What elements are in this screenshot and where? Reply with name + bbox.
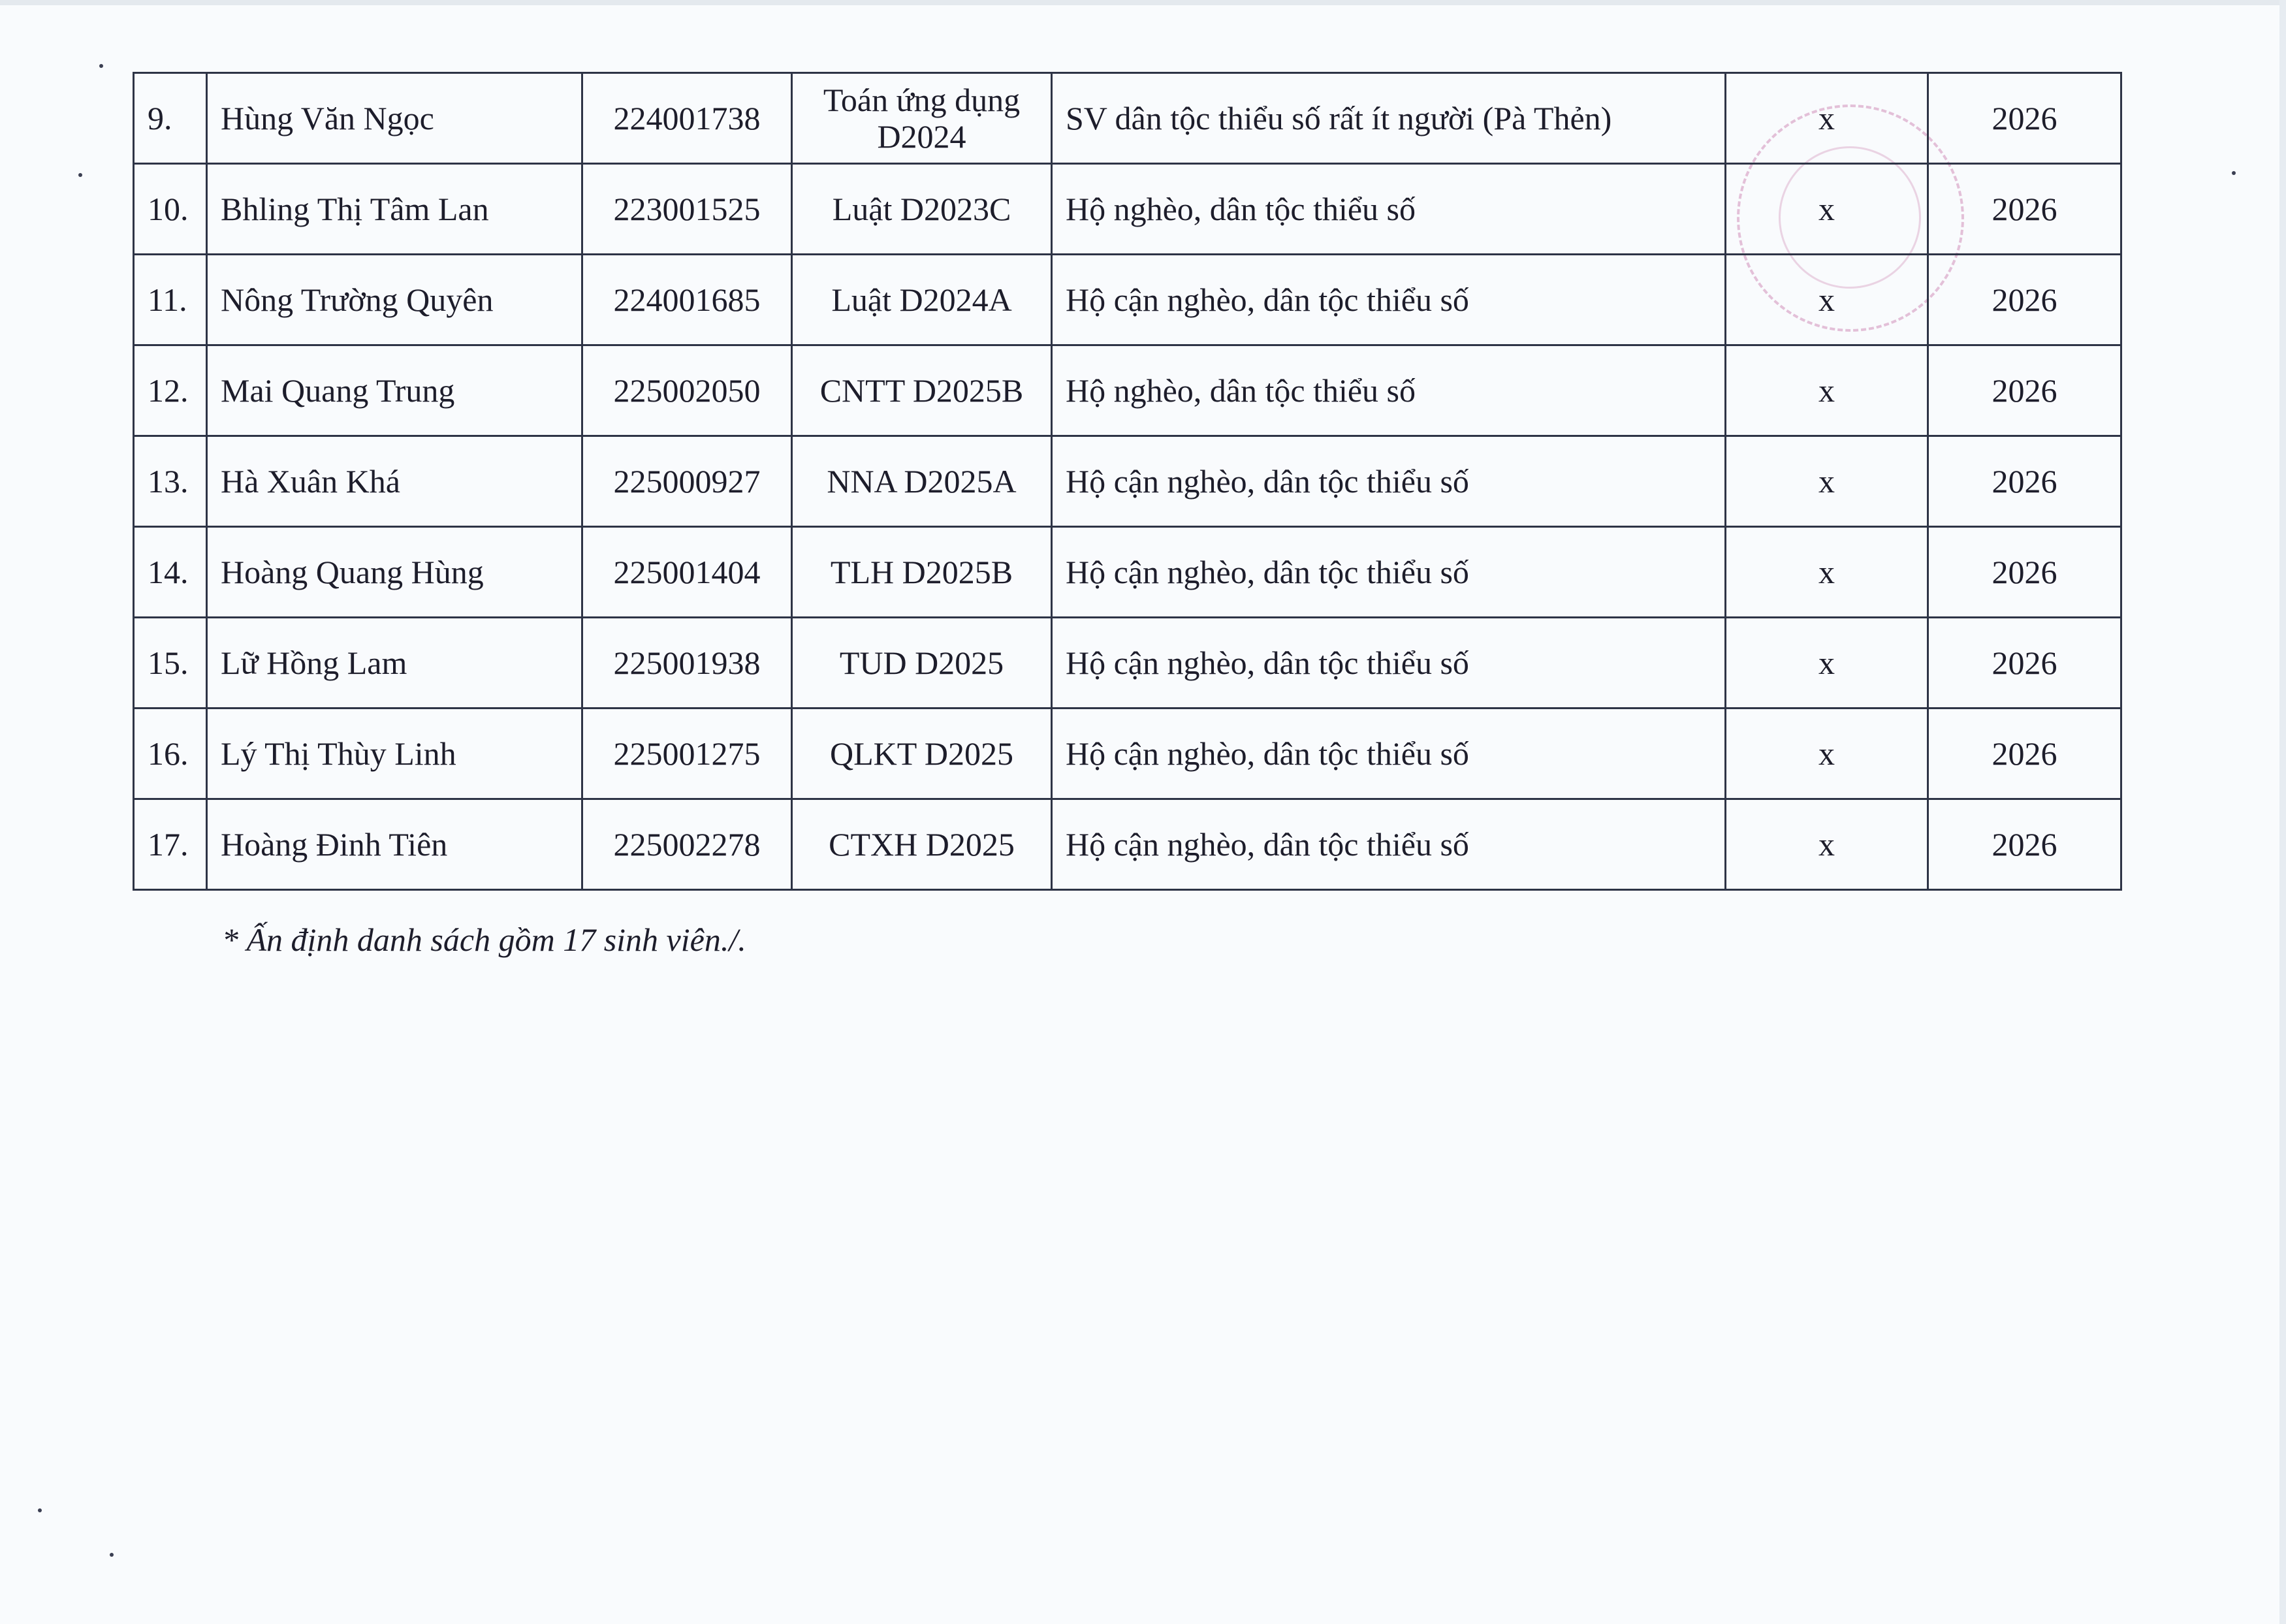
- student-name-cell: Hoàng Quang Hùng: [207, 527, 582, 618]
- table-row: [134, 255, 2121, 345]
- eligibility-mark-cell: x: [1726, 527, 1928, 618]
- row-number-cell: 12.: [134, 345, 207, 436]
- student-name-cell: Hà Xuân Khá: [207, 436, 582, 527]
- row-number-cell: 10.: [134, 164, 207, 255]
- student-id-cell: 225002278: [582, 799, 792, 890]
- table-row: [134, 436, 2121, 527]
- support-category-cell: Hộ cận nghèo, dân tộc thiểu số: [1052, 618, 1726, 709]
- eligibility-mark-cell: x: [1726, 255, 1928, 345]
- row-number-cell: 13.: [134, 436, 207, 527]
- class-name-cell: CTXH D2025: [792, 799, 1052, 890]
- eligibility-mark-cell: x: [1726, 73, 1928, 164]
- support-category-cell: Hộ nghèo, dân tộc thiểu số: [1052, 345, 1726, 436]
- class-name-cell: QLKT D2025: [792, 709, 1052, 799]
- eligibility-mark-cell: x: [1726, 164, 1928, 255]
- support-category-cell: Hộ cận nghèo, dân tộc thiểu số: [1052, 255, 1726, 345]
- row-number-cell: 9.: [134, 73, 207, 164]
- class-name-cell: Toán ứng dụng D2024: [792, 73, 1052, 164]
- student-list-table: [133, 72, 2122, 891]
- student-name-cell: Hùng Văn Ngọc: [207, 73, 582, 164]
- student-id-cell: 223001525: [582, 164, 792, 255]
- student-id-cell: 225001938: [582, 618, 792, 709]
- table-row: [134, 345, 2121, 436]
- year-value-cell: 2026: [1928, 709, 2121, 799]
- row-number-cell: 11.: [134, 255, 207, 345]
- year-value-cell: 2026: [1928, 618, 2121, 709]
- support-category-cell: Hộ cận nghèo, dân tộc thiểu số: [1052, 436, 1726, 527]
- class-name-cell: TLH D2025B: [792, 527, 1052, 618]
- student-name-cell: Lữ Hồng Lam: [207, 618, 582, 709]
- support-category-cell: Hộ cận nghèo, dân tộc thiểu số: [1052, 799, 1726, 890]
- eligibility-mark-cell: x: [1726, 436, 1928, 527]
- eligibility-mark-cell: x: [1726, 709, 1928, 799]
- scan-speck: [38, 1508, 42, 1512]
- student-id-cell: 224001685: [582, 255, 792, 345]
- year-value-cell: 2026: [1928, 436, 2121, 527]
- student-id-cell: 225000927: [582, 436, 792, 527]
- table-row: [134, 164, 2121, 255]
- support-category-cell: Hộ cận nghèo, dân tộc thiểu số: [1052, 527, 1726, 618]
- class-name-cell: Luật D2023C: [792, 164, 1052, 255]
- table-row: [134, 73, 2121, 164]
- scan-speck: [2232, 171, 2236, 175]
- row-number-cell: 15.: [134, 618, 207, 709]
- student-id-cell: 225002050: [582, 345, 792, 436]
- row-number-cell: 16.: [134, 709, 207, 799]
- scan-speck: [99, 64, 103, 68]
- student-name-cell: Lý Thị Thùy Linh: [207, 709, 582, 799]
- student-id-cell: 225001404: [582, 527, 792, 618]
- list-footnote: * Ấn định danh sách gồm 17 sinh viên./.: [222, 921, 746, 958]
- table-row: [134, 527, 2121, 618]
- scan-speck: [78, 173, 82, 177]
- student-name-cell: Nông Trường Quyên: [207, 255, 582, 345]
- page-right-edge: [2279, 0, 2286, 1624]
- student-name-cell: Hoàng Đinh Tiên: [207, 799, 582, 890]
- student-id-cell: 224001738: [582, 73, 792, 164]
- table-row: [134, 709, 2121, 799]
- student-name-cell: Bhling Thị Tâm Lan: [207, 164, 582, 255]
- support-category-cell: Hộ nghèo, dân tộc thiểu số: [1052, 164, 1726, 255]
- table-row: [134, 618, 2121, 709]
- class-name-cell: TUD D2025: [792, 618, 1052, 709]
- row-number-cell: 17.: [134, 799, 207, 890]
- student-table-body: [134, 73, 2121, 890]
- year-value-cell: 2026: [1928, 345, 2121, 436]
- page-top-edge: [0, 0, 2286, 5]
- year-value-cell: 2026: [1928, 73, 2121, 164]
- class-name-cell: CNTT D2025B: [792, 345, 1052, 436]
- support-category-cell: Hộ cận nghèo, dân tộc thiểu số: [1052, 709, 1726, 799]
- scan-speck: [110, 1553, 114, 1557]
- student-id-cell: 225001275: [582, 709, 792, 799]
- class-name-cell: NNA D2025A: [792, 436, 1052, 527]
- eligibility-mark-cell: x: [1726, 799, 1928, 890]
- row-number-cell: 14.: [134, 527, 207, 618]
- year-value-cell: 2026: [1928, 164, 2121, 255]
- class-name-cell: Luật D2024A: [792, 255, 1052, 345]
- eligibility-mark-cell: x: [1726, 345, 1928, 436]
- support-category-cell: SV dân tộc thiểu số rất ít người (Pà Thẻn): [1052, 73, 1726, 164]
- year-value-cell: 2026: [1928, 799, 2121, 890]
- student-name-cell: Mai Quang Trung: [207, 345, 582, 436]
- eligibility-mark-cell: x: [1726, 618, 1928, 709]
- year-value-cell: 2026: [1928, 527, 2121, 618]
- year-value-cell: 2026: [1928, 255, 2121, 345]
- table-row: [134, 799, 2121, 890]
